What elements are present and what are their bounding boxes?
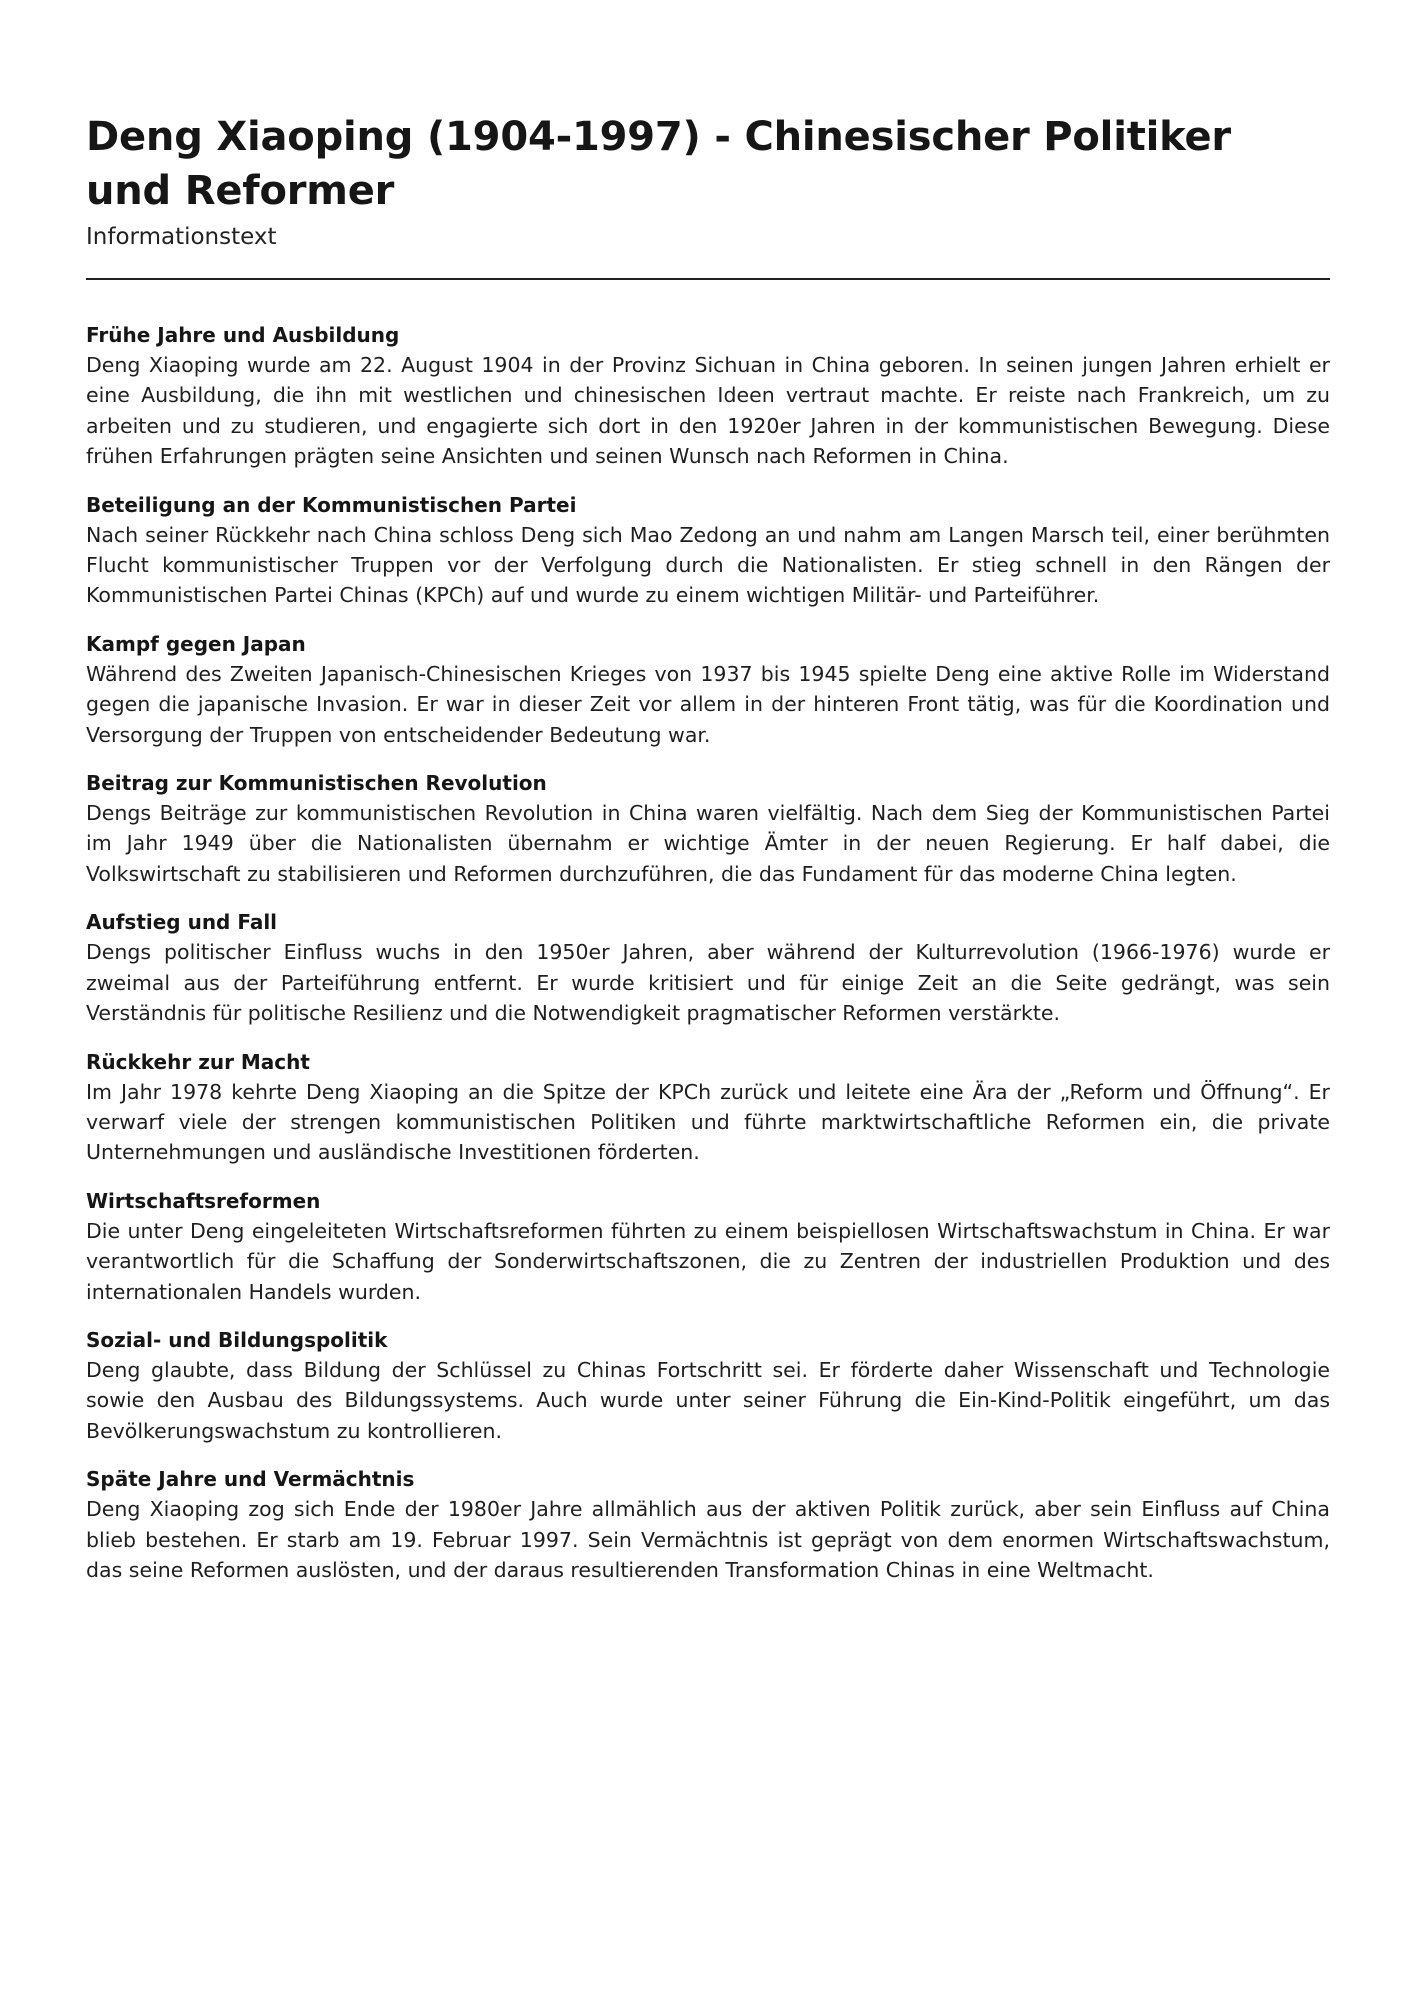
section-body: Im Jahr 1978 kehrte Deng Xiaoping an die Spitze der KPCh zurück und leitete eine Ära der „Reform und Öffnung“. Er verwarf viele der strengen kommunistischen Politiken und führte marktwirtschaftliche Reformen ein, die private Unternehmungen und ausländische Investitionen förderten. — [86, 1079, 1330, 1165]
section-body: Die unter Deng eingeleiteten Wirtschaftsreformen führten zu einem beispiellosen Wirtschaftswachstum in China. Er war verantwortlich für die Schaffung der Sonderwirtschaftszonen, die zu Zentren der industriellen Produktion und des internationalen Handels wurden. — [86, 1218, 1330, 1304]
section-heading: Späte Jahre und Vermächtnis — [86, 1467, 415, 1492]
section-body: Deng Xiaoping wurde am 22. August 1904 in der Provinz Sichuan in China geboren. In seinen jungen Jahren erhielt er eine Ausbildung, die ihn mit westlichen und chinesischen Ideen vertraut machte. Er reiste nach Frankreich, um zu arbeiten und zu studieren, und engagierte sich dort in den 1920er Jahren in der kommunistischen Bewegung. Diese frühen Erfahrungen prägten seine Ansichten und seinen Wunsch nach Reformen in China. — [86, 353, 1330, 469]
section-body: Deng Xiaoping zog sich Ende der 1980er Jahre allmählich aus der aktiven Politik zurück, aber sein Einfluss auf China blieb bestehen. Er starb am 19. Februar 1997. Sein Vermächtnis ist geprägt von dem enormen Wirtschaftswachstum, das seine Reformen auslösten, und der daraus resultierenden Transformation Chinas in eine Weltmacht. — [86, 1497, 1330, 1582]
page-subtitle: Informationstext — [86, 224, 277, 250]
section-heading: Beteiligung an der Kommunistischen Partei — [86, 492, 577, 517]
section-heading: Frühe Jahre und Ausbildung — [86, 323, 400, 347]
document-header — [86, 110, 1330, 280]
section-body: Während des Zweiten Japanisch-Chinesischen Krieges von 1937 bis 1945 spielte Deng eine aktive Rolle im Widerstand gegen die japanische Invasion. Er war in dieser Zeit vor allem in der hinteren Front tätig, was für die Koordination und Versorgung der Truppen von entscheidender Bedeutung war. — [86, 661, 1330, 747]
section-heading: Kampf gegen Japan — [86, 631, 306, 656]
header-divider — [86, 278, 1330, 280]
section-fruehe-jahre — [86, 320, 1330, 472]
section-wirtschaftsreformen — [86, 1186, 1330, 1307]
section-body: Nach seiner Rückkehr nach China schloss Deng sich Mao Zedong an und nahm am Langen Marsch teil, einer berühmten Flucht kommunistischer Truppen vor der Verfolgung durch die Nationalisten. Er stieg schnell in den Rängen der Kommunistischen Partei Chinas (KPCh) auf und wurde zu einem wichtigen Militär- und Parteiführer. — [86, 522, 1330, 608]
section-kampf-gegen-japan — [86, 629, 1330, 750]
section-aufstieg-und-fall — [86, 907, 1330, 1028]
page-title: Deng Xiaoping (1904-1997) - Chinesischer Politiker und Reformer — [86, 114, 1231, 214]
document-content — [86, 320, 1330, 1585]
section-heading: Wirtschaftsreformen — [86, 1188, 321, 1213]
section-sozial-und-bildungspolitik — [86, 1325, 1330, 1446]
section-revolution — [86, 768, 1330, 889]
section-heading: Sozial- und Bildungspolitik — [86, 1327, 388, 1352]
section-body: Dengs politischer Einfluss wuchs in den 1950er Jahren, aber während der Kulturrevolution (1966-1976) wurde er zweimal aus der Parteiführung entfernt. Er wurde kritisiert und für einige Zeit an die Seite gedrängt, was sein Verständnis für politische Resilienz und die Notwendigkeit pragmatischer Reformen verstärkte. — [86, 940, 1330, 1026]
section-kommunistische-partei — [86, 490, 1330, 611]
section-heading: Aufstieg und Fall — [86, 910, 278, 935]
section-heading: Beitrag zur Kommunistischen Revolution — [86, 771, 547, 796]
section-body: Deng glaubte, dass Bildung der Schlüssel zu Chinas Fortschritt sei. Er förderte daher Wissenschaft und Technologie sowie den Ausbau des Bildungssystems. Auch wurde unter seiner Führung die Ein-Kind-Politik eingeführt, um das Bevölkerungswachstum zu kontrollieren. — [86, 1357, 1330, 1443]
section-spaete-jahre — [86, 1464, 1330, 1585]
section-body: Dengs Beiträge zur kommunistischen Revolution in China waren vielfältig. Nach dem Sieg der Kommunistischen Partei im Jahr 1949 über die Nationalisten übernahm er wichtige Ämter in der neuen Regierung. Er half dabei, die Volkswirtschaft zu stabilisieren und Reformen durchzuführen, die das Fundament für das moderne China legten. — [86, 801, 1330, 886]
section-rueckkehr-zur-macht — [86, 1047, 1330, 1168]
section-heading: Rückkehr zur Macht — [86, 1049, 310, 1074]
